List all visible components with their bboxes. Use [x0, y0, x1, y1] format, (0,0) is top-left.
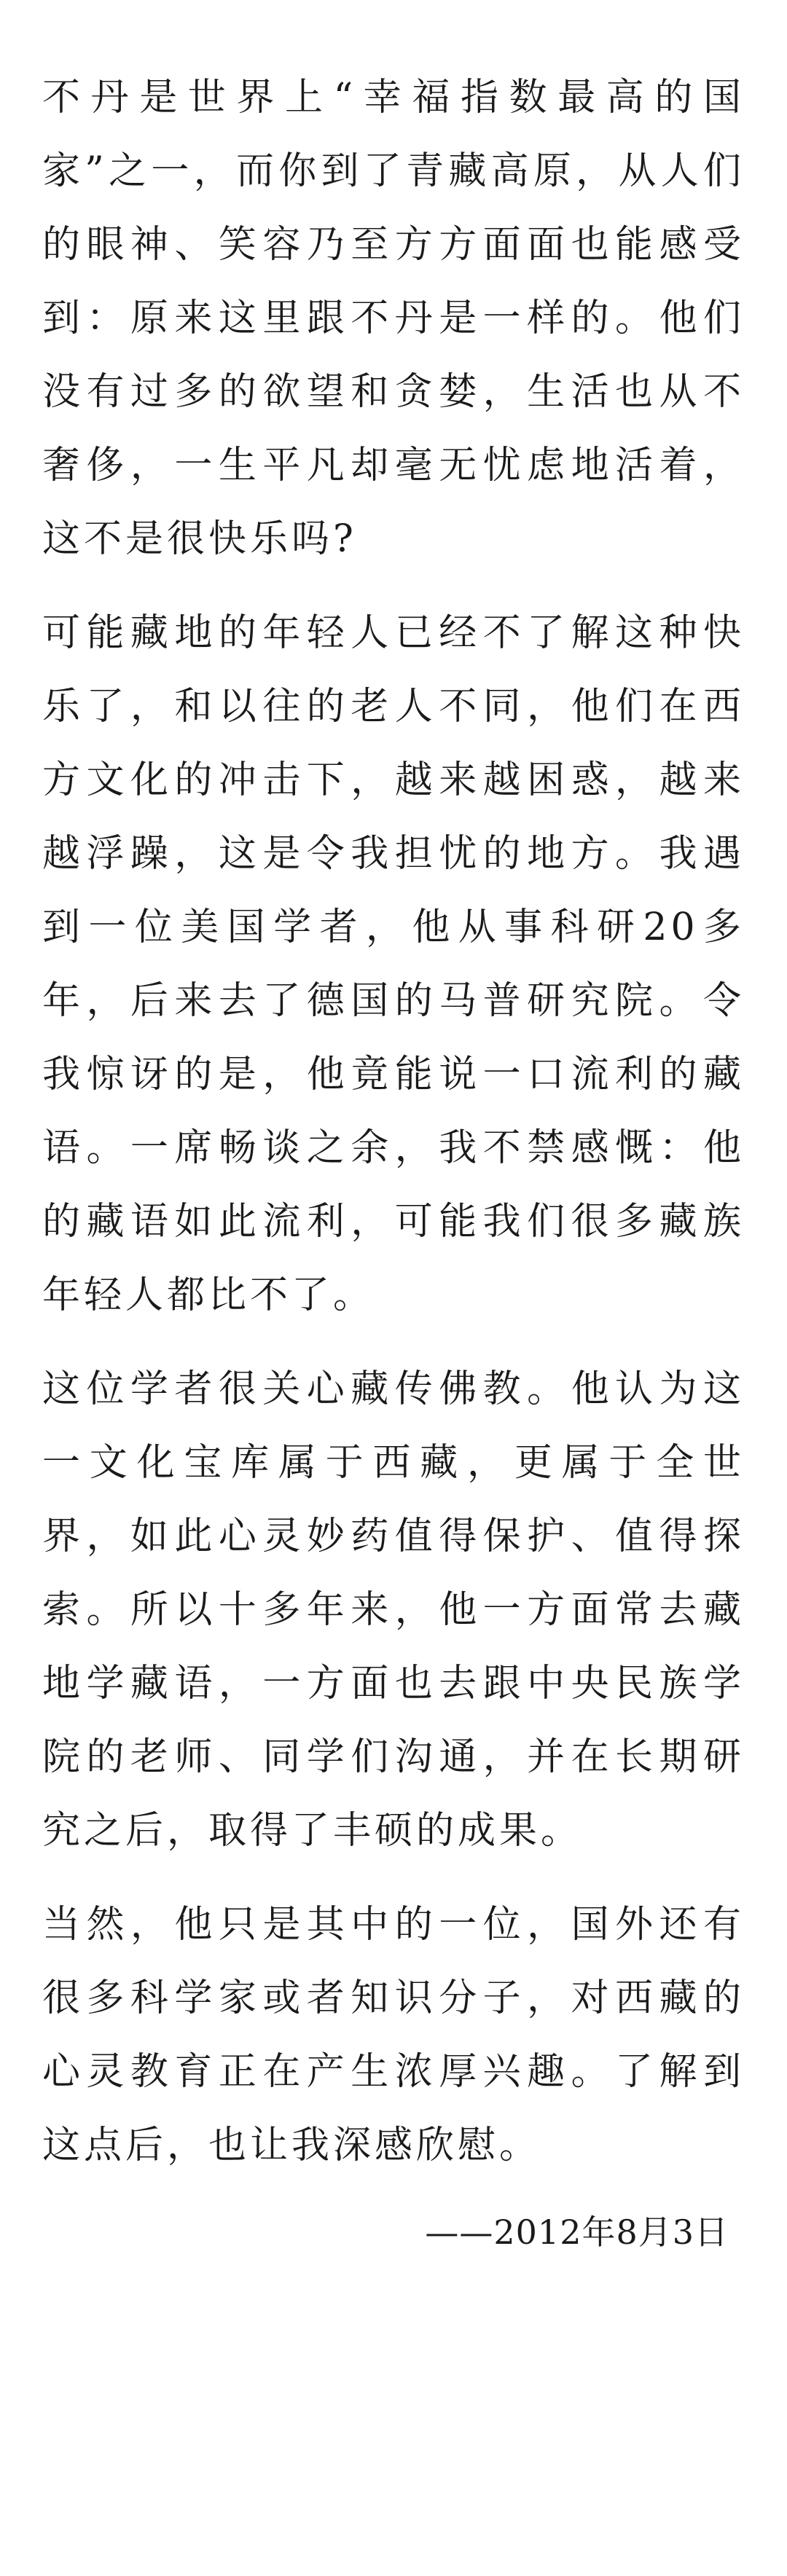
paragraph-3: 这位学者很关心藏传佛教。他认为这一文化宝库属于西藏，更属于全世界，如此心灵妙药值得保护、值得探索。所以十多年来，他一方面常去藏地学藏语，一方面也去跟中央民族学院的老师、同学们沟通，并在长期研究之后，取得了丰硕的成果。	[42, 1367, 745, 1853]
paragraph-4: 当然，他只是其中的一位，国外还有很多科学家或者知识分子，对西藏的心灵教育正在产生浓厚兴趣。了解到这点后，也让我深感欣慰。	[42, 1903, 745, 2167]
date-signature: ——2012年8月3日	[425, 2212, 729, 2252]
paragraph-1: 不丹是世界上“幸福指数最高的国家”之一，而你到了青藏高原，从人们的眼神、笑容乃至方方面面也能感受到：原来这里跟不丹是一样的。他们没有过多的欲望和贪婪，生活也从不奢侈，一生平凡却毫无忧虑地活着，这不是很快乐吗?	[42, 76, 745, 561]
paragraph-2: 可能藏地的年轻人已经不了解这种快乐了，和以往的老人不同，他们在西方文化的冲击下，越来越困惑，越来越浮躁，这是令我担忧的地方。我遇到一位美国学者，他从事科研20多年，后来去了德国的马普研究院。令我惊讶的是，他竟能说一口流利的藏语。一席畅谈之余，我不禁感慨：他的藏语如此流利，可能我们很多藏族年轻人都比不了。	[42, 611, 745, 1317]
